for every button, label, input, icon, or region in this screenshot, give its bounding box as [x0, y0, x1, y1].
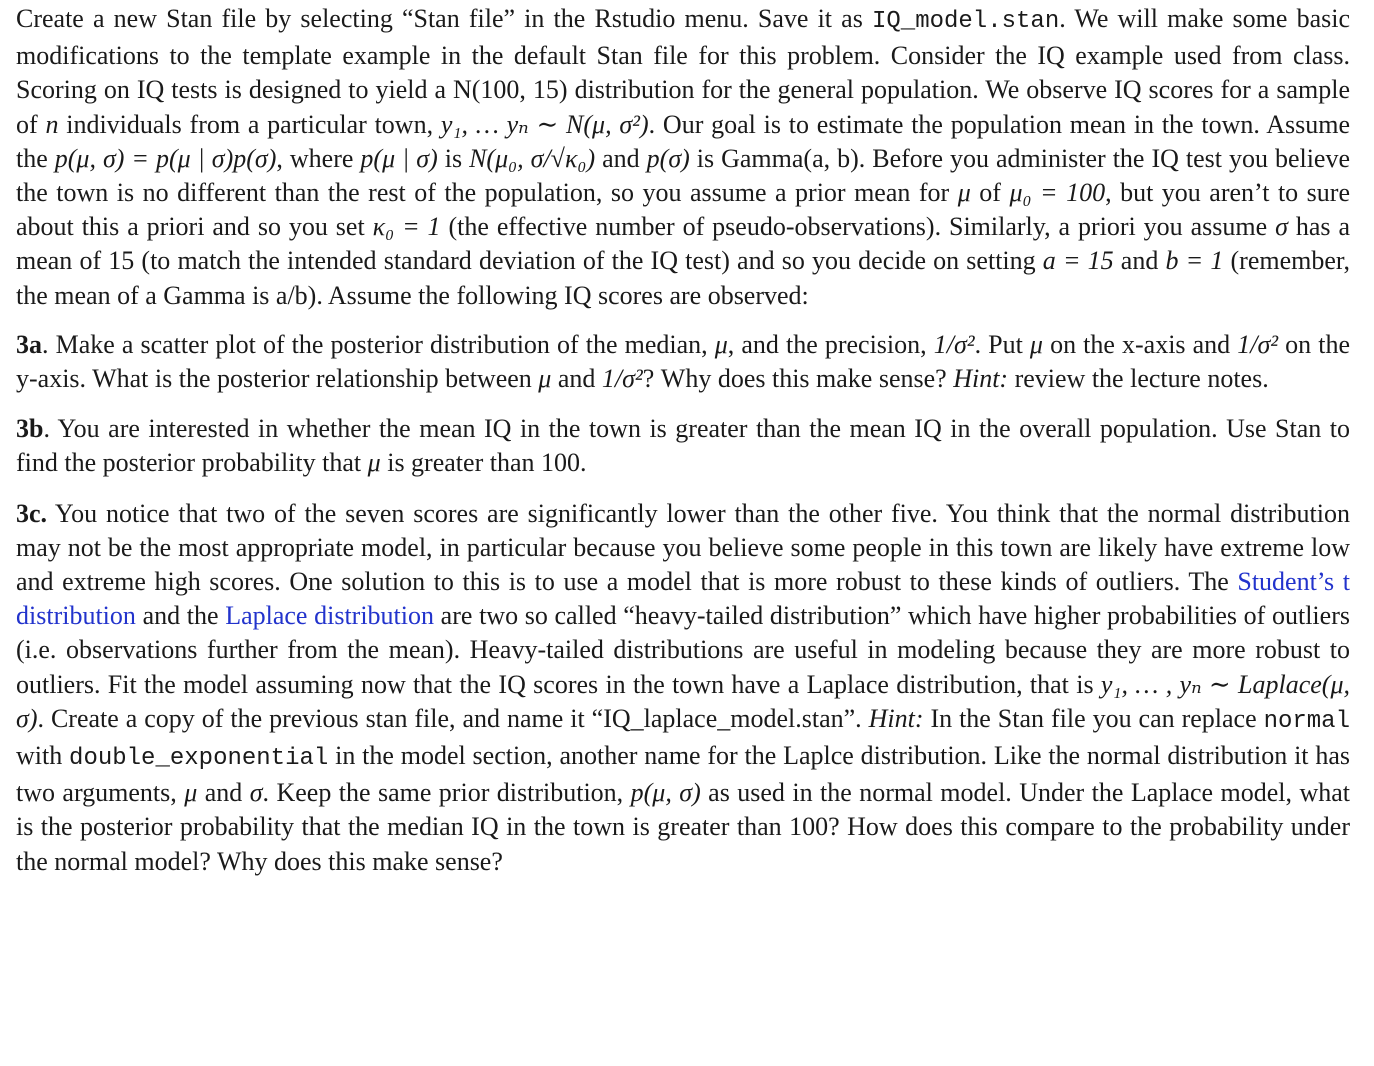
math-joint-prior: p(μ, σ) = p(μ | σ)p(σ) [54, 143, 277, 173]
question-text: with [16, 741, 70, 771]
intro-text: . Our goal is to estimate the population mean in the town. Assume the [16, 109, 1350, 173]
question-text: . You are interested in whether the mean IQ in the town is greater than the mean IQ in the overall population. Use Stan to find the posterior probability that [16, 414, 1350, 478]
math-conditional-prior: p(μ | σ) [360, 143, 438, 173]
math-a-value: a = 15 [1042, 246, 1114, 276]
question-label: 3a [16, 329, 42, 359]
math-sigma: σ [249, 778, 263, 808]
question-text: is greater than 100. [380, 448, 587, 478]
math-mu: μ [714, 329, 728, 359]
laplace-link[interactable]: Laplace distribution [225, 601, 435, 631]
filename-code: IQ_model.stan [871, 8, 1060, 35]
student-t-link[interactable]: Student’s t distribution [16, 567, 1350, 631]
hint-label: Hint: [953, 364, 1009, 394]
math-n: n [45, 109, 59, 139]
question-text: as used in the normal model. Under the Laplace model, what is the posterior probability that the median IQ in the town is greater than 100? How does this compare to the probability under the normal model? Why does this make sense? [16, 778, 1350, 876]
question-text: ? Why does this make sense? [642, 364, 954, 394]
math-mu: μ [367, 448, 381, 478]
math-observation-model: y₁, … yₙ ∼ N(μ, σ²) [440, 109, 649, 139]
math-mu: μ [184, 778, 198, 808]
question-text: review the lecture notes. [1008, 364, 1269, 394]
code-double-exponential: double_exponential [69, 745, 329, 773]
question-text: . Put [974, 329, 1030, 359]
math-mu: μ [1029, 329, 1043, 359]
intro-text: Create a new Stan file by selecting “Stan file” in the Rstudio menu. Save it as [16, 4, 872, 33]
question-label: 3c. [16, 498, 48, 528]
math-laplace-model: y₁, … , yₙ ∼ Laplace(μ, σ) [16, 669, 1350, 733]
question-text: on the x-axis and [1042, 329, 1238, 359]
question-3a [16, 328, 1350, 396]
question-text: . Create a copy of the previous stan file, and name it “IQ_laplace_model.stan”. [37, 703, 869, 733]
intro-text: and [595, 143, 647, 173]
code-normal: normal [1263, 707, 1350, 735]
question-3b [16, 412, 1350, 480]
question-3c [16, 497, 1350, 879]
math-mu: μ [957, 178, 971, 208]
question-text: on the y-axis. What is the posterior relationship between [16, 329, 1351, 394]
intro-text: and [1113, 246, 1166, 276]
math-sigma: σ [1275, 212, 1288, 242]
math-precision: 1/σ² [933, 329, 975, 359]
math-b-value: b = 1 [1165, 246, 1224, 276]
intro-paragraph [16, 2, 1350, 313]
intro-text: , where [276, 143, 361, 173]
question-text: and [551, 364, 602, 394]
intro-text: has a mean of 15 (to match the intended standard deviation of the IQ test) and so you decide on setting [16, 212, 1350, 276]
math-precision: 1/σ² [601, 364, 643, 394]
math-mu0: μ₀ = 100 [1009, 178, 1106, 208]
math-precision: 1/σ² [1237, 329, 1279, 359]
question-label: 3b [16, 414, 44, 444]
math-prior-sigma: p(σ) [646, 143, 690, 173]
intro-text: is [437, 143, 470, 173]
intro-text: , but you aren’t to sure about this a priori and so you set [16, 178, 1350, 242]
question-text: , and the precision, [727, 329, 934, 359]
question-text: and the [135, 601, 226, 631]
math-kappa0: κ₀ = 1 [372, 212, 441, 242]
math-prior-mu: N(μ₀, σ/√κ₀) [469, 143, 596, 173]
question-text: You notice that two of the seven scores are significantly lower than the other five. You think that the normal distribution may not be the most appropriate model, in particular because you believe some people in this town are likely have extreme low and extreme high scores. One solution to this is to use a model that is more robust to these kinds of outliers. The [16, 498, 1350, 597]
hint-label: Hint: [868, 703, 924, 733]
math-prior: p(μ, σ) [630, 778, 701, 808]
question-text: . Make a scatter plot of the posterior distribution of the median, [42, 329, 715, 359]
intro-text: (the effective number of pseudo-observations). Similarly, a priori you assume [440, 212, 1276, 242]
intro-text: . We will make some basic modifications to the template example in the default Stan file for this problem. Consider the IQ example used from class. Scoring on IQ tests is designed to yield a N(100, 15) distribution for the general population. We observe IQ scores for a sample of [16, 4, 1351, 139]
question-text: in the model section, another name for the Laplce distribution. Like the normal distribution it has two arguments, [16, 741, 1350, 808]
intro-text: of [970, 178, 1010, 208]
question-text: In the Stan file you can replace [923, 703, 1264, 733]
question-text: and [197, 778, 250, 808]
intro-text: (remember, the mean of a Gamma is a/b). Assume the following IQ scores are observed: [16, 246, 1351, 310]
intro-text: is Gamma(a, b). Before you administer the IQ test you believe the town is no different than the rest of the population, so you assume a prior mean for [16, 143, 1351, 208]
question-text: . Keep the same prior distribution, [262, 778, 631, 808]
math-mu: μ [538, 364, 552, 394]
question-text: are two so called “heavy-tailed distribution” which have higher probabilities of outliers (i.e. observations further from the mean). Heavy-tailed distributions are useful in modeling because they are more robust to outliers. Fit the model assuming now that the IQ scores in the town have a Laplace distribution, that is [16, 601, 1350, 699]
intro-text: individuals from a particular town, [58, 109, 441, 139]
